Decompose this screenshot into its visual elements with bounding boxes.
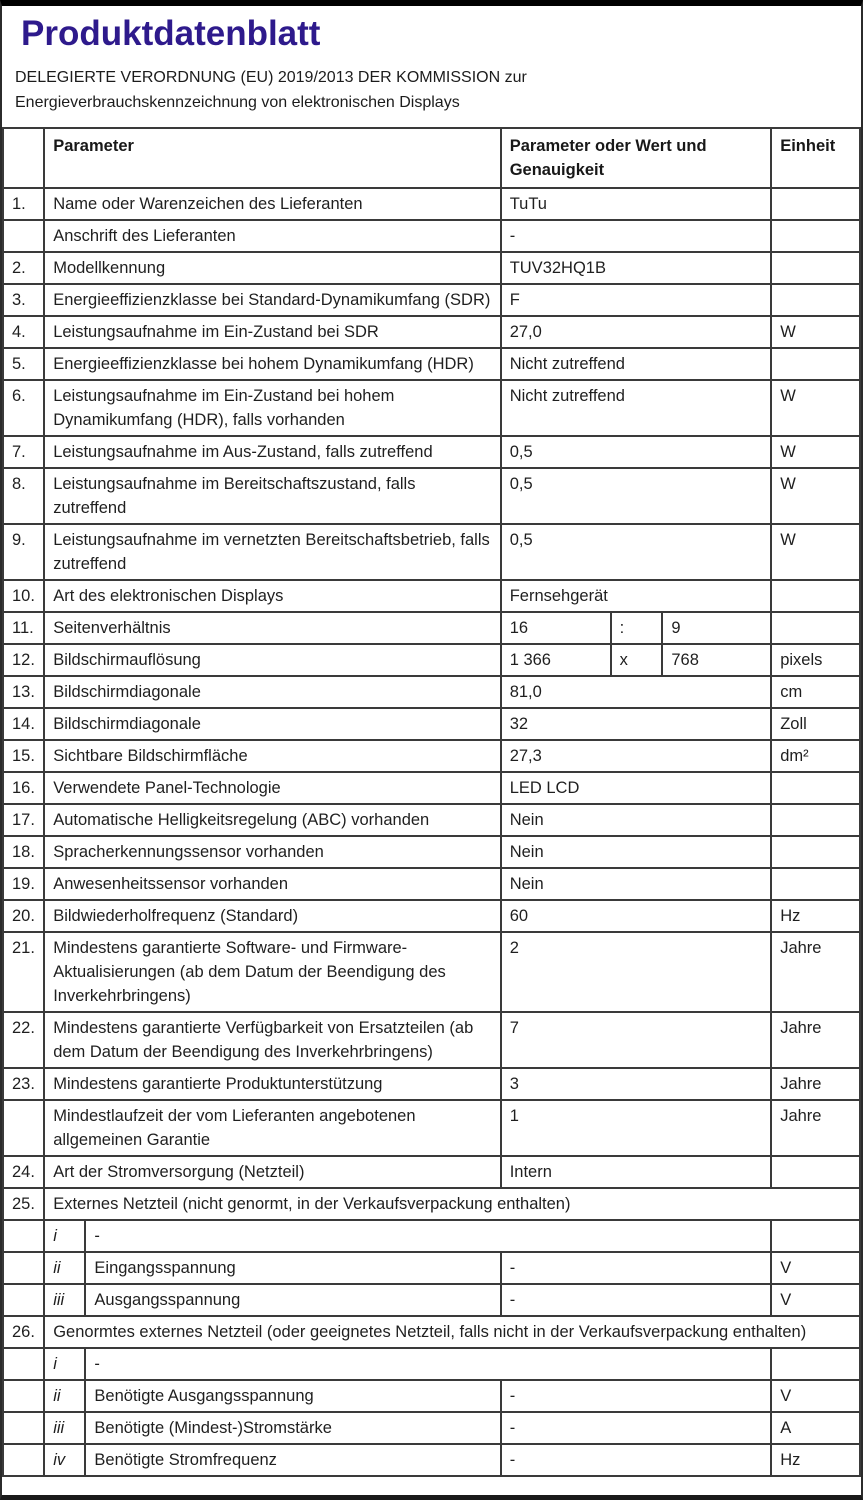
unit-cell: W	[771, 380, 860, 436]
roman-numeral-cell: iii	[44, 1284, 85, 1316]
value-cell: 0,5	[501, 436, 772, 468]
unit-cell: W	[771, 468, 860, 524]
value-cell: 81,0	[501, 676, 772, 708]
unit-cell: Jahre	[771, 932, 860, 1012]
parameter-cell: Mindestlaufzeit der vom Lieferanten angebotenen allgemeinen Garantie	[44, 1100, 500, 1156]
row-number: 19.	[3, 868, 44, 900]
row-number: 17.	[3, 804, 44, 836]
table-row	[3, 252, 860, 284]
unit-cell: Jahre	[771, 1100, 860, 1156]
unit-cell	[771, 1156, 860, 1188]
subtitle-line-1: DELEGIERTE VERORDNUNG (EU) 2019/2013 DER KOMMISSION zur	[15, 69, 527, 87]
subtitle-line-2: Energieverbrauchskennzeichnung von elektronischen Displays	[15, 94, 460, 112]
unit-cell	[771, 220, 860, 252]
row-number: 9.	[3, 524, 44, 580]
row-number: 15.	[3, 740, 44, 772]
value-cell: Intern	[501, 1156, 772, 1188]
value-cell: F	[501, 284, 772, 316]
unit-cell: pixels	[771, 644, 860, 676]
parameter-cell: Bildschirmauflösung	[44, 644, 500, 676]
parameter-cell: Energieeffizienzklasse bei hohem Dynamikumfang (HDR)	[44, 348, 500, 380]
table-row	[3, 740, 860, 772]
value-cell-right: 768	[662, 644, 771, 676]
table-row	[3, 836, 860, 868]
table-row	[3, 772, 860, 804]
table-subrow	[3, 1444, 860, 1476]
unit-cell: Zoll	[771, 708, 860, 740]
parameter-cell: Benötigte Stromfrequenz	[85, 1444, 500, 1476]
unit-cell: V	[771, 1284, 860, 1316]
row-number	[3, 1412, 44, 1444]
table-subrow	[3, 1284, 860, 1316]
row-number: 16.	[3, 772, 44, 804]
parameter-cell: Leistungsaufnahme im Aus-Zustand, falls zutreffend	[44, 436, 500, 468]
unit-cell	[771, 1348, 860, 1380]
row-number: 1.	[3, 188, 44, 220]
table-row	[3, 1156, 860, 1188]
value-cell: 1	[501, 1100, 772, 1156]
value-cell: Fernsehgerät	[501, 580, 772, 612]
row-number: 20.	[3, 900, 44, 932]
parameter-cell: Spracherkennungssensor vorhanden	[44, 836, 500, 868]
value-cell: 32	[501, 708, 772, 740]
parameter-cell: Modellkennung	[44, 252, 500, 284]
roman-numeral-cell: ii	[44, 1252, 85, 1284]
table-row	[3, 676, 860, 708]
unit-cell	[771, 772, 860, 804]
value-cell: 27,0	[501, 316, 772, 348]
parameter-cell: Anschrift des Lieferanten	[44, 220, 500, 252]
unit-cell: dm²	[771, 740, 860, 772]
row-number: 8.	[3, 468, 44, 524]
unit-cell	[771, 868, 860, 900]
spec-table	[2, 127, 861, 1477]
unit-cell: cm	[771, 676, 860, 708]
value-cell: Nein	[501, 836, 772, 868]
parameter-cell: Automatische Helligkeitsregelung (ABC) vorhanden	[44, 804, 500, 836]
value-cell: -	[501, 1380, 772, 1412]
parameter-cell: Leistungsaufnahme im Bereitschaftszustand, falls zutreffend	[44, 468, 500, 524]
section-span-cell: Genormtes externes Netzteil (oder geeignetes Netzteil, falls nicht in der Verkaufsverpackung enthalten)	[44, 1316, 860, 1348]
unit-cell	[771, 348, 860, 380]
section-span-cell: Externes Netzteil (nicht genormt, in der Verkaufsverpackung enthalten)	[44, 1188, 860, 1220]
header-unit: Einheit	[771, 128, 860, 188]
parameter-cell: Sichtbare Bildschirmfläche	[44, 740, 500, 772]
table-row	[3, 932, 860, 1012]
row-number: 24.	[3, 1156, 44, 1188]
unit-cell: W	[771, 316, 860, 348]
page-title: Produktdatenblatt	[21, 14, 321, 53]
roman-numeral-cell: iv	[44, 1444, 85, 1476]
row-number	[3, 1380, 44, 1412]
row-number: 22.	[3, 1012, 44, 1068]
table-row	[3, 284, 860, 316]
unit-cell	[771, 188, 860, 220]
table-row	[3, 436, 860, 468]
value-cell-right: 9	[662, 612, 771, 644]
parameter-cell: Bildwiederholfrequenz (Standard)	[44, 900, 500, 932]
table-row-section	[3, 1316, 860, 1348]
row-number: 10.	[3, 580, 44, 612]
table-row	[3, 1100, 860, 1156]
parameter-cell: Ausgangsspannung	[85, 1284, 500, 1316]
row-number: 7.	[3, 436, 44, 468]
value-cell: -	[501, 1412, 772, 1444]
value-cell: 27,3	[501, 740, 772, 772]
row-number	[3, 1284, 44, 1316]
table-row	[3, 380, 860, 436]
table-row	[3, 644, 860, 676]
parameter-cell: Energieeffizienzklasse bei Standard-Dynamikumfang (SDR)	[44, 284, 500, 316]
unit-cell	[771, 284, 860, 316]
row-number	[3, 1252, 44, 1284]
table-row	[3, 580, 860, 612]
value-cell: LED LCD	[501, 772, 772, 804]
value-cell: -	[501, 220, 772, 252]
parameter-cell: Benötigte (Mindest-)Stromstärke	[85, 1412, 500, 1444]
row-number: 2.	[3, 252, 44, 284]
row-number: 14.	[3, 708, 44, 740]
roman-numeral-cell: i	[44, 1348, 85, 1380]
value-cell: 0,5	[501, 524, 772, 580]
row-number: 12.	[3, 644, 44, 676]
row-number: 13.	[3, 676, 44, 708]
value-cell: -	[501, 1444, 772, 1476]
parameter-cell: Anwesenheitssensor vorhanden	[44, 868, 500, 900]
row-number: 26.	[3, 1316, 44, 1348]
parameter-cell: Benötigte Ausgangsspannung	[85, 1380, 500, 1412]
parameter-cell: Leistungsaufnahme im Ein-Zustand bei hohem Dynamikumfang (HDR), falls vorhanden	[44, 380, 500, 436]
row-number: 18.	[3, 836, 44, 868]
table-row	[3, 868, 860, 900]
unit-cell	[771, 580, 860, 612]
row-number: 3.	[3, 284, 44, 316]
table-row	[3, 468, 860, 524]
value-cell-separator: :	[611, 612, 663, 644]
value-cell: 60	[501, 900, 772, 932]
table-subrow	[3, 1380, 860, 1412]
table-row	[3, 1068, 860, 1100]
parameter-cell: Mindestens garantierte Produktunterstützung	[44, 1068, 500, 1100]
row-number	[3, 1348, 44, 1380]
header-value: Parameter oder Wert und Genauigkeit	[501, 128, 772, 188]
row-number: 11.	[3, 612, 44, 644]
unit-cell: Hz	[771, 1444, 860, 1476]
value-cell: -	[501, 1284, 772, 1316]
row-number: 6.	[3, 380, 44, 436]
table-row	[3, 220, 860, 252]
table-subrow	[3, 1412, 860, 1444]
parameter-cell: Mindestens garantierte Verfügbarkeit von Ersatzteilen (ab dem Datum der Beendigung des Inverkehrbringens)	[44, 1012, 500, 1068]
value-cell-left: 16	[501, 612, 611, 644]
value-cell: Nein	[501, 868, 772, 900]
parameter-cell: Seitenverhältnis	[44, 612, 500, 644]
parameter-cell: Eingangsspannung	[85, 1252, 500, 1284]
unit-cell	[771, 1220, 860, 1252]
parameter-cell: Art des elektronischen Displays	[44, 580, 500, 612]
unit-cell: Jahre	[771, 1068, 860, 1100]
table-row	[3, 1012, 860, 1068]
parameter-cell: Bildschirmdiagonale	[44, 708, 500, 740]
table-row	[3, 900, 860, 932]
unit-cell	[771, 836, 860, 868]
unit-cell	[771, 612, 860, 644]
table-row	[3, 708, 860, 740]
unit-cell: V	[771, 1252, 860, 1284]
row-number	[3, 1444, 44, 1476]
row-number: 21.	[3, 932, 44, 1012]
parameter-cell: Bildschirmdiagonale	[44, 676, 500, 708]
unit-cell: Jahre	[771, 1012, 860, 1068]
row-number	[3, 1220, 44, 1252]
table-header-row	[3, 128, 860, 188]
roman-numeral-cell: iii	[44, 1412, 85, 1444]
table-subrow	[3, 1252, 860, 1284]
unit-cell	[771, 804, 860, 836]
roman-numeral-cell: i	[44, 1220, 85, 1252]
value-cell: 3	[501, 1068, 772, 1100]
table-row	[3, 612, 860, 644]
value-cell-left: 1 366	[501, 644, 611, 676]
table-row	[3, 524, 860, 580]
merged-value-cell: -	[85, 1348, 771, 1380]
value-cell: 7	[501, 1012, 772, 1068]
roman-numeral-cell: ii	[44, 1380, 85, 1412]
parameter-cell: Leistungsaufnahme im vernetzten Bereitschaftsbetrieb, falls zutreffend	[44, 524, 500, 580]
row-number	[3, 220, 44, 252]
value-cell: -	[501, 1252, 772, 1284]
row-number: 4.	[3, 316, 44, 348]
value-cell: 0,5	[501, 468, 772, 524]
table-row	[3, 348, 860, 380]
table-row	[3, 188, 860, 220]
header-number	[3, 128, 44, 188]
table-row	[3, 316, 860, 348]
value-cell: Nicht zutreffend	[501, 380, 772, 436]
parameter-cell: Art der Stromversorgung (Netzteil)	[44, 1156, 500, 1188]
unit-cell: W	[771, 524, 860, 580]
unit-cell: Hz	[771, 900, 860, 932]
value-cell: 2	[501, 932, 772, 1012]
table-subrow	[3, 1348, 860, 1380]
value-cell: TuTu	[501, 188, 772, 220]
unit-cell: V	[771, 1380, 860, 1412]
row-number: 5.	[3, 348, 44, 380]
unit-cell	[771, 252, 860, 284]
merged-value-cell: -	[85, 1220, 771, 1252]
parameter-cell: Name oder Warenzeichen des Lieferanten	[44, 188, 500, 220]
table-row-section	[3, 1188, 860, 1220]
row-number: 25.	[3, 1188, 44, 1220]
table-subrow	[3, 1220, 860, 1252]
value-cell: Nein	[501, 804, 772, 836]
value-cell: Nicht zutreffend	[501, 348, 772, 380]
value-cell: TUV32HQ1B	[501, 252, 772, 284]
row-number: 23.	[3, 1068, 44, 1100]
unit-cell: A	[771, 1412, 860, 1444]
header-parameter: Parameter	[44, 128, 500, 188]
table-row	[3, 804, 860, 836]
unit-cell: W	[771, 436, 860, 468]
parameter-cell: Mindestens garantierte Software- und Firmware-Aktualisierungen (ab dem Datum der Beendigung des Inverkehrbringens)	[44, 932, 500, 1012]
parameter-cell: Verwendete Panel-Technologie	[44, 772, 500, 804]
title-block	[2, 6, 861, 127]
row-number	[3, 1100, 44, 1156]
value-cell-separator: x	[611, 644, 663, 676]
parameter-cell: Leistungsaufnahme im Ein-Zustand bei SDR	[44, 316, 500, 348]
